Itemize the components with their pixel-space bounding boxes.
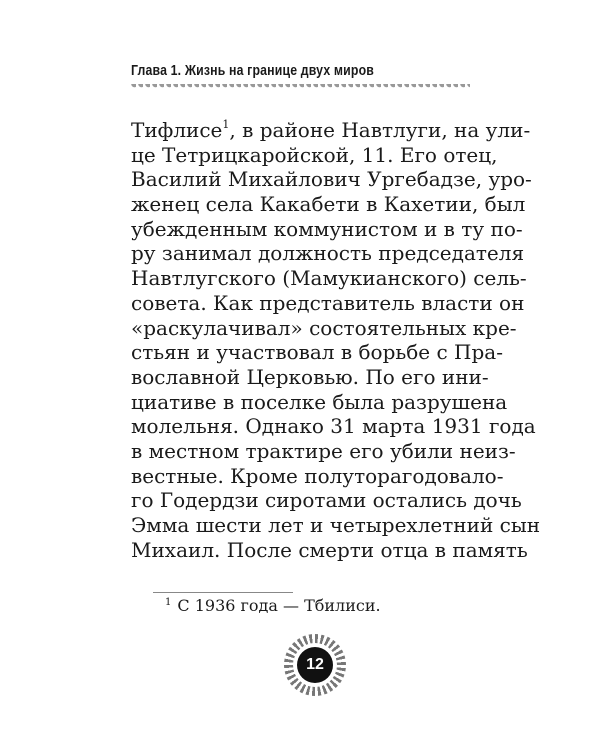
header-ornament bbox=[131, 84, 470, 92]
text-line: Навтлугского (Мамукианского) сель- bbox=[131, 266, 527, 291]
text-line: ру занимал должность председателя bbox=[131, 241, 525, 266]
text-line: в местном трактире его убили неиз- bbox=[131, 438, 516, 463]
footnote-text: С 1936 года — Тбилиси. bbox=[177, 596, 381, 615]
footnote bbox=[165, 596, 381, 615]
footnote-ref[interactable]: 1 bbox=[222, 118, 230, 131]
text-line: молельня. Однако 31 марта 1931 года bbox=[131, 414, 536, 439]
text-line: убежденным коммунистом и в ту по- bbox=[131, 216, 523, 241]
footnote-rule bbox=[153, 592, 293, 593]
text-line: Василий Михайлович Ургебадзе, уро- bbox=[131, 167, 532, 192]
text-line: го Годердзи сиротами остались дочь bbox=[131, 488, 522, 513]
text-line: Эмма шести лет и четырехлетний сын bbox=[131, 513, 541, 537]
page-number: 12 bbox=[297, 647, 333, 683]
text-line: вославной Церковью. По его ини- bbox=[131, 364, 489, 389]
text-line: стьян и участвовал в борьбе с Пра- bbox=[131, 340, 503, 365]
body-text bbox=[131, 118, 541, 562]
chapter-header: Глава 1. Жизнь на границе двух миров bbox=[131, 62, 374, 79]
text-line: совета. Как представитель власти он bbox=[131, 290, 525, 315]
text-line: це Тетрицкаройской, 11. Его отец, bbox=[131, 142, 498, 167]
text-line: вестные. Кроме полуторагодовало- bbox=[131, 463, 504, 488]
page-number-ornament bbox=[284, 634, 346, 696]
footnote-marker: 1 bbox=[165, 597, 172, 608]
text-line: «раскулачивал» состоятельных кре- bbox=[131, 315, 517, 340]
text-fragment: Тифлисе bbox=[131, 118, 223, 142]
text-line: Михаил. После смерти отца в память bbox=[131, 537, 528, 562]
text-line: циативе в поселке была разрушена bbox=[131, 389, 508, 414]
text-fragment: , в районе Навтлуги, на ули- bbox=[229, 118, 531, 142]
text-line: женец села Какабети в Кахетии, был bbox=[131, 192, 526, 217]
text-line bbox=[131, 118, 531, 143]
